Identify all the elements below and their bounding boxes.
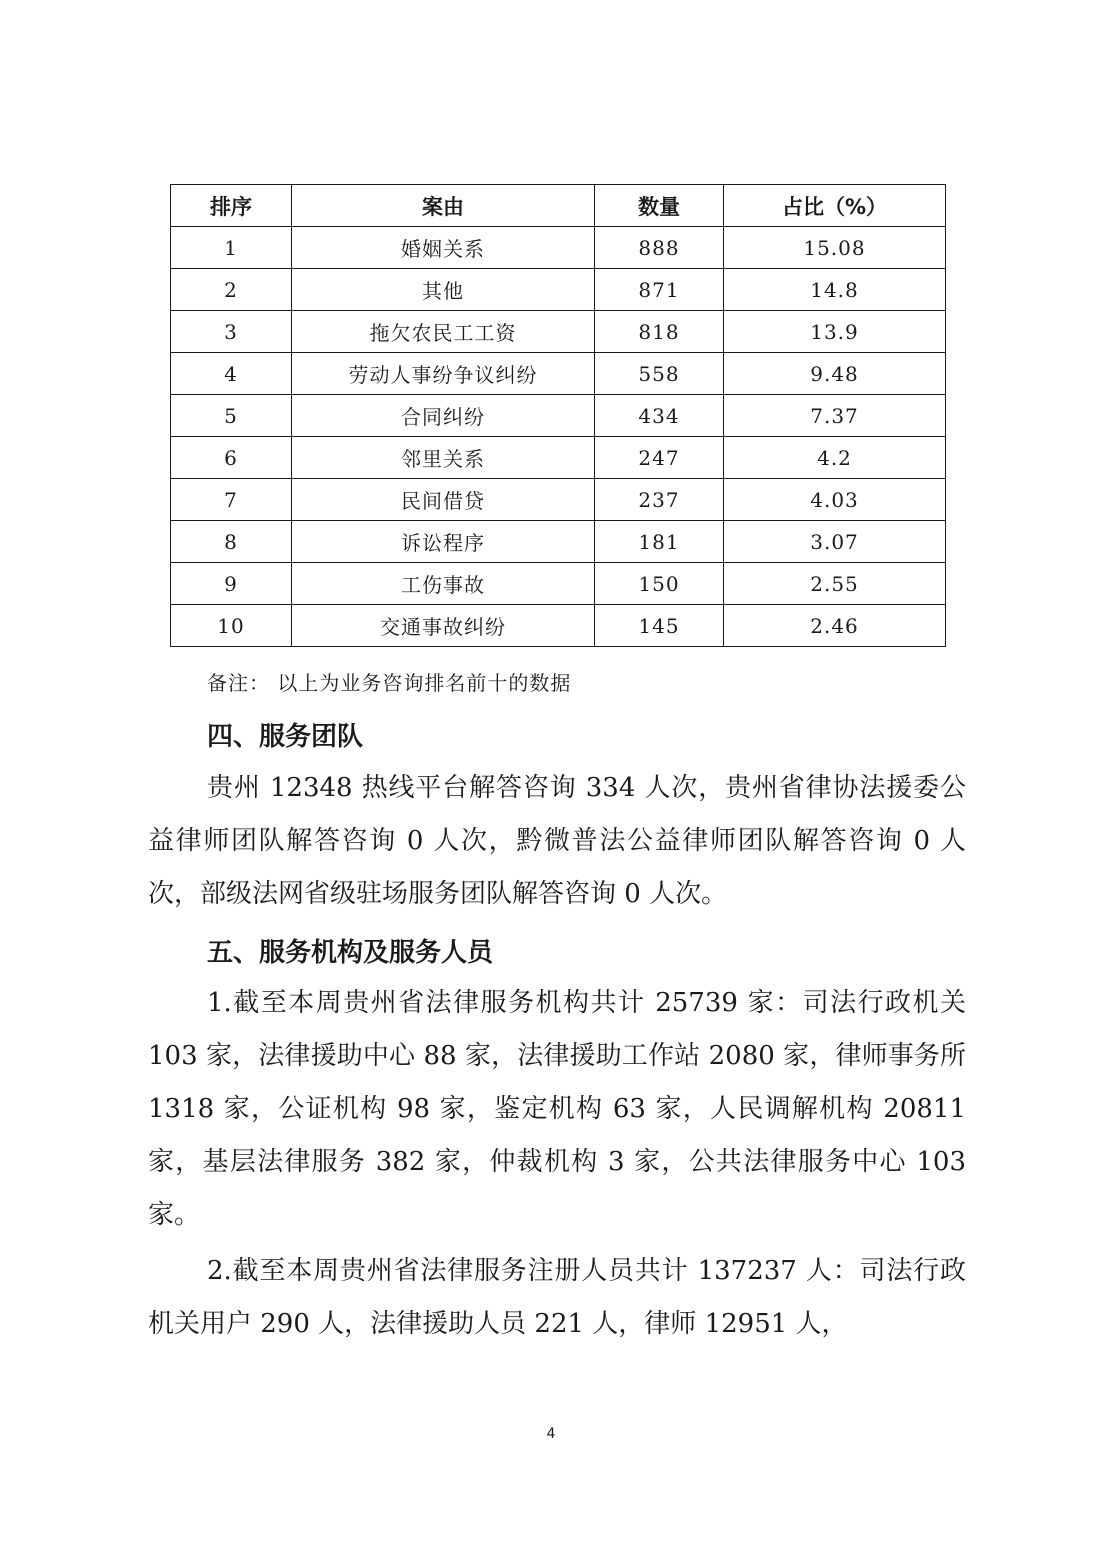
count-cell: 818: [595, 311, 724, 353]
count-cell: 247: [595, 437, 724, 479]
count-cell: 871: [595, 269, 724, 311]
case-type-cell: 其他: [292, 269, 595, 311]
rank-cell: 5: [171, 395, 292, 437]
percentage-cell: 9.48: [724, 353, 946, 395]
page-number: 4: [546, 1426, 556, 1442]
count-cell: 237: [595, 479, 724, 521]
rank-cell: 10: [171, 605, 292, 647]
percentage-cell: 4.2: [724, 437, 946, 479]
consultation-ranking-table: [170, 184, 946, 647]
percentage-cell: 2.46: [724, 605, 946, 647]
count-cell: 888: [595, 227, 724, 269]
percentage-cell: 13.9: [724, 311, 946, 353]
rank-cell: 1: [171, 227, 292, 269]
percentage-cell: 14.8: [724, 269, 946, 311]
count-cell: 181: [595, 521, 724, 563]
table-row: [171, 479, 946, 521]
percentage-cell: 15.08: [724, 227, 946, 269]
case-type-cell: 劳动人事纷争议纠纷: [292, 353, 595, 395]
table-header-row: [171, 185, 946, 227]
table-note: 备注： 以上为业务咨询排名前十的数据: [207, 671, 572, 695]
table-row: [171, 311, 946, 353]
rank-cell: 3: [171, 311, 292, 353]
rank-cell: 8: [171, 521, 292, 563]
case-type-cell: 诉讼程序: [292, 521, 595, 563]
table-row: [171, 353, 946, 395]
case-type-cell: 合同纠纷: [292, 395, 595, 437]
table-row: [171, 395, 946, 437]
count-cell: 145: [595, 605, 724, 647]
institutions-paragraph: 1.截至本周贵州省法律服务机构共计 25739 家：司法行政机关 103 家，法律援助中心 88 家，法律援助工作站 2080 家，律师事务所 1318 家，公证机构 98 家，鉴定机构 63 家，人民调解机构 20811 家，基层法律服务 382 家，仲裁机构 3 家，公共法律服务中心 103 家。: [148, 988, 966, 1230]
table-row: [171, 521, 946, 563]
case-type-cell: 拖欠农民工工资: [292, 311, 595, 353]
rank-cell: 4: [171, 353, 292, 395]
header-rank: 排序: [171, 185, 292, 227]
section-heading-service-team: 四、服务团队: [207, 722, 364, 752]
case-type-cell: 工伤事故: [292, 563, 595, 605]
percentage-cell: 2.55: [724, 563, 946, 605]
rank-cell: 9: [171, 563, 292, 605]
percentage-cell: 7.37: [724, 395, 946, 437]
personnel-paragraph: 2.截至本周贵州省法律服务注册人员共计 137237 人：司法行政机关用户 290 人，法律援助人员 221 人，律师 12951 人，: [148, 1256, 966, 1339]
table-row: [171, 227, 946, 269]
percentage-cell: 3.07: [724, 521, 946, 563]
case-type-cell: 交通事故纠纷: [292, 605, 595, 647]
rank-cell: 7: [171, 479, 292, 521]
table-row: [171, 605, 946, 647]
case-type-cell: 民间借贷: [292, 479, 595, 521]
header-percentage: 占比（%）: [724, 185, 946, 227]
service-team-paragraph: 贵州 12348 热线平台解答咨询 334 人次，贵州省律协法援委公益律师团队解答咨询 0 人次，黔微普法公益律师团队解答咨询 0 人次，部级法网省级驻场服务团队解答咨询 0 人次。: [148, 773, 966, 909]
table-row: [171, 269, 946, 311]
count-cell: 558: [595, 353, 724, 395]
rank-cell: 2: [171, 269, 292, 311]
count-cell: 434: [595, 395, 724, 437]
table-row: [171, 563, 946, 605]
section-heading-institutions-personnel: 五、服务机构及服务人员: [207, 938, 494, 968]
percentage-cell: 4.03: [724, 479, 946, 521]
table-row: [171, 437, 946, 479]
case-type-cell: 邻里关系: [292, 437, 595, 479]
rank-cell: 6: [171, 437, 292, 479]
header-case-type: 案由: [292, 185, 595, 227]
header-count: 数量: [595, 185, 724, 227]
count-cell: 150: [595, 563, 724, 605]
case-type-cell: 婚姻关系: [292, 227, 595, 269]
